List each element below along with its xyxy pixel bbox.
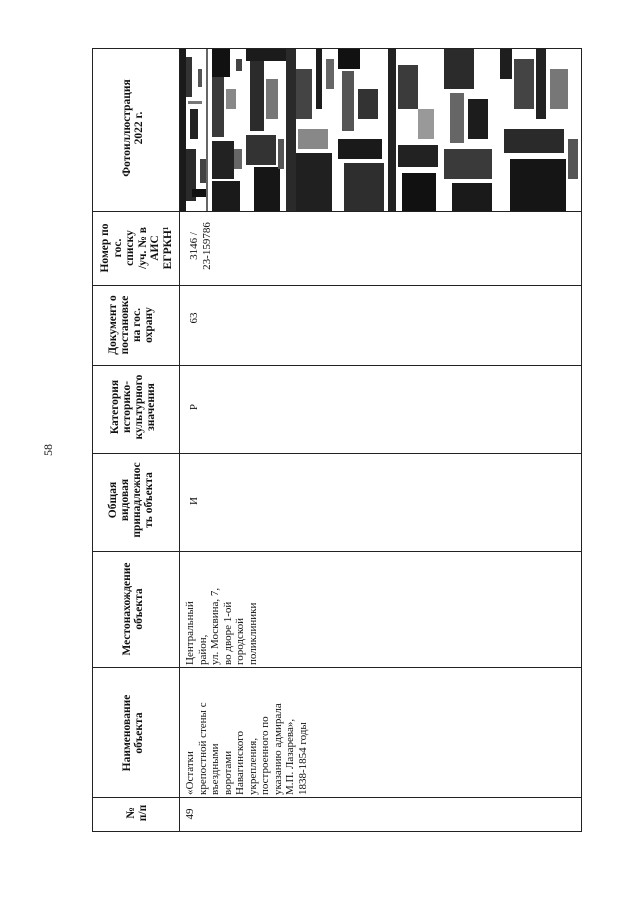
header-location: Местонахождение объекта <box>121 562 145 656</box>
cell-num <box>180 797 266 831</box>
name-line: 1838-1854 годы <box>296 722 309 795</box>
header-num: № п/п <box>125 804 149 822</box>
page-number: 58 <box>41 444 55 456</box>
header-category: Категория историко- культурного значения <box>109 374 157 440</box>
location-line: Центральный <box>184 601 196 665</box>
register-line: 23-159786 <box>200 222 213 270</box>
location-line: городской <box>234 617 246 665</box>
photo-image <box>444 49 500 211</box>
header-name: Наименование объекта <box>121 694 145 772</box>
photo-image <box>180 49 212 211</box>
location-line: район, <box>196 634 209 665</box>
category-value: Р <box>188 403 200 411</box>
location-line: ул. Москвина, 7, <box>209 587 221 665</box>
location-line: во дворе 1-ой <box>221 601 234 665</box>
monument-table <box>92 48 582 832</box>
name-line: воротами <box>221 750 234 795</box>
location-line: поликлиники <box>246 602 259 665</box>
name-line: указанию адмирала <box>271 703 284 795</box>
header-type: Общая видовая принадлежнос ть объекта <box>107 462 155 538</box>
photo-image <box>388 49 444 211</box>
photo-image <box>286 49 338 211</box>
cell-name <box>180 667 309 797</box>
name-line: построенного по <box>259 716 271 795</box>
cell-category <box>180 365 266 453</box>
name-line: укрепления, <box>246 737 259 795</box>
cell-document <box>180 285 266 365</box>
photo-image <box>338 49 388 211</box>
header-register: Номер по гос. списку /уч. № в АИС ЕГРКН¹ <box>99 223 174 273</box>
header-document: Документ о постановке на гос. охрану <box>107 295 155 355</box>
name-line: Навагинского <box>234 731 246 795</box>
photo-image <box>212 49 246 211</box>
row-number: 49 <box>184 808 196 820</box>
cell-location <box>180 551 266 667</box>
name-line: въездными <box>209 743 221 795</box>
photo-image <box>246 49 286 211</box>
name-line: крепостной стены с <box>196 702 209 795</box>
type-value: И <box>188 497 200 505</box>
name-line: М.П. Лазарева», <box>284 718 296 795</box>
header-photo: Фотоиллюстрация 2022 г. <box>121 79 145 177</box>
photo-image <box>500 49 580 211</box>
cell-photo <box>180 49 581 211</box>
document-value: 63 <box>188 312 200 324</box>
register-line: 3146 / <box>188 232 200 260</box>
cell-type <box>180 453 266 551</box>
name-line: «Остатки <box>184 751 196 795</box>
cell-register <box>180 211 266 285</box>
